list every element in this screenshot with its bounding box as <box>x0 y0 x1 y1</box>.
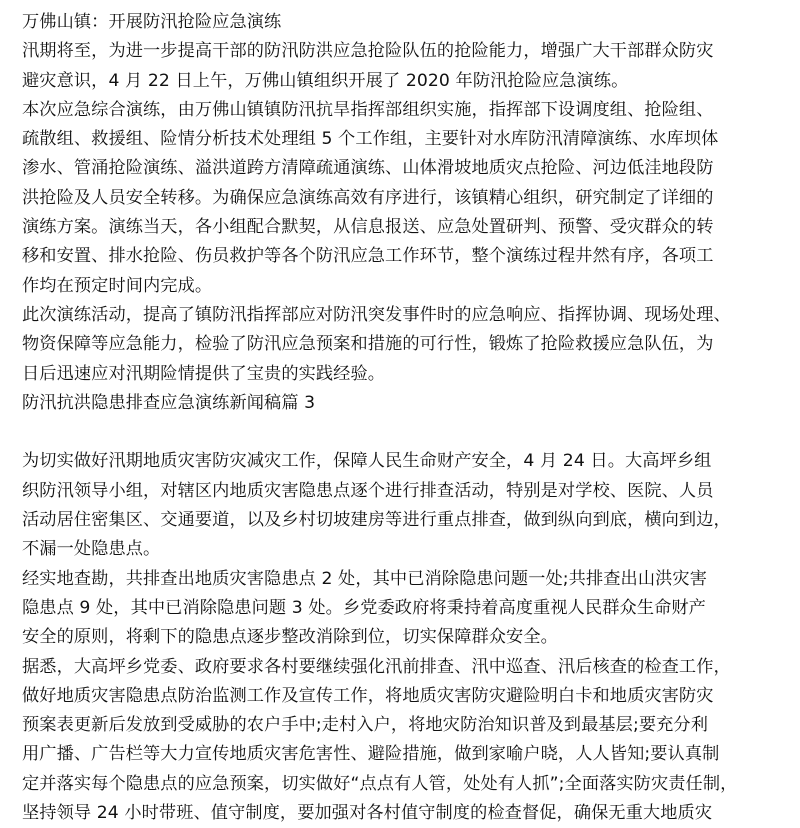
text-line: 隐患点 9 处，其中已消除隐患问题 3 处。乡党委政府将秉持着高度重视人民群众生命财产 <box>22 597 706 618</box>
text-line: 安全的原则，将剩下的隐患点逐步整改消除到位，切实保障群众安全。 <box>22 627 558 648</box>
article-2-paragraph-2 <box>22 565 778 653</box>
article-1-title: 万佛山镇：开展防汛抢险应急演练 <box>22 12 282 32</box>
blank-line <box>22 418 778 447</box>
text-line: 坚持领导 24 小时带班、值守制度，要加强对各村值守制度的检查督促，确保无重大地质灾 <box>22 803 713 824</box>
text-line: 此次演练活动，提高了镇防汛指挥部应对防汛突发事件时的应急响应、指挥协调、现场处理、 <box>22 304 731 325</box>
text-line: 经实地查勘，共排查出地质灾害隐患点 2 处，其中已消除隐患问题一处;共排查出山洪灾害 <box>22 568 707 589</box>
text-line: 避灾意识，4 月 22 日上午，万佛山镇组织开展了 2020 年防汛抢险应急演练。 <box>22 70 629 91</box>
text-line: 洪抢险及人员安全转移。为确保应急演练高效有序进行，该镇精心组织，研究制定了详细的 <box>22 187 714 208</box>
article-2-paragraph-3 <box>22 653 778 828</box>
article-1-paragraph-1 <box>22 37 778 96</box>
text-line: 演练方案。演练当天，各小组配合默契，从信息报送、应急处置研判、预警、受灾群众的转 <box>22 217 714 238</box>
text-line: 预案表更新后发放到受威胁的农户手中;走村入户，将地灾防治知识普及到最基层;要充分利 <box>22 715 708 736</box>
article-1-paragraph-3 <box>22 301 778 389</box>
text-line: 织防汛领导小组，对辖区内地质灾害隐患点逐个进行排查活动，特别是对学校、医院、人员 <box>22 480 714 501</box>
article-2-paragraph-1 <box>22 447 778 564</box>
text-line: 本次应急综合演练，由万佛山镇镇防汛抗旱指挥部组织实施，指挥部下设调度组、抢险组、 <box>22 99 714 120</box>
text-line: 据悉，大高坪乡党委、政府要求各村要继续强化汛前排查、汛中巡查、汛后核查的检查工作， <box>22 656 731 677</box>
text-line: 渗水、管涌抢险演练、溢洪道跨方清障疏通演练、山体滑坡地质灾点抢险、河边低洼地段防 <box>22 158 714 179</box>
article-2-title: 防汛抗洪隐患排查应急演练新闻稿篇 3 <box>22 392 316 413</box>
text-line: 物资保障等应急能力，检验了防汛应急预案和措施的可行性，锻炼了抢险救援应急队伍，为 <box>22 334 714 355</box>
article-1-paragraph-2 <box>22 96 778 301</box>
text-line: 不漏一处隐患点。 <box>22 539 161 560</box>
text-line: 定并落实每个隐患点的应急预案，切实做好“点点有人管，处处有人抓”;全面落实防灾责任制， <box>22 773 738 794</box>
text-line: 活动居住密集区、交通要道，以及乡村切坡建房等进行重点排查，做到纵向到底，横向到边， <box>22 510 731 531</box>
text-line: 做好地质灾害隐患点防治监测工作及宣传工作，将地质灾害防灾避险明白卡和地质灾害防灾 <box>22 685 714 706</box>
text-line: 疏散组、救援组、险情分析技术处理组 5 个工作组，主要针对水库防汛清障演练、水库坝体 <box>22 129 719 150</box>
text-line: 用广播、广告栏等大力宣传地质灾害危害性、避险措施，做到家喻户晓，人人皆知;要认真制 <box>22 744 720 765</box>
text-line: 移和安置、排水抢险、伤员救护等各个防汛应急工作环节，整个演练过程井然有序，各项工 <box>22 246 714 267</box>
text-line: 为切实做好汛期地质灾害防灾减灾工作，保障人民生命财产安全，4 月 24 日。大高坪乡组 <box>22 451 712 472</box>
text-line: 日后迅速应对汛期险情提供了宝贵的实践经验。 <box>22 363 386 384</box>
text-line: 作均在预定时间内完成。 <box>22 275 213 296</box>
text-line: 汛期将至，为进一步提高干部的防汛防洪应急抢险队伍的抢险能力，增强广大干部群众防灾 <box>22 41 714 62</box>
